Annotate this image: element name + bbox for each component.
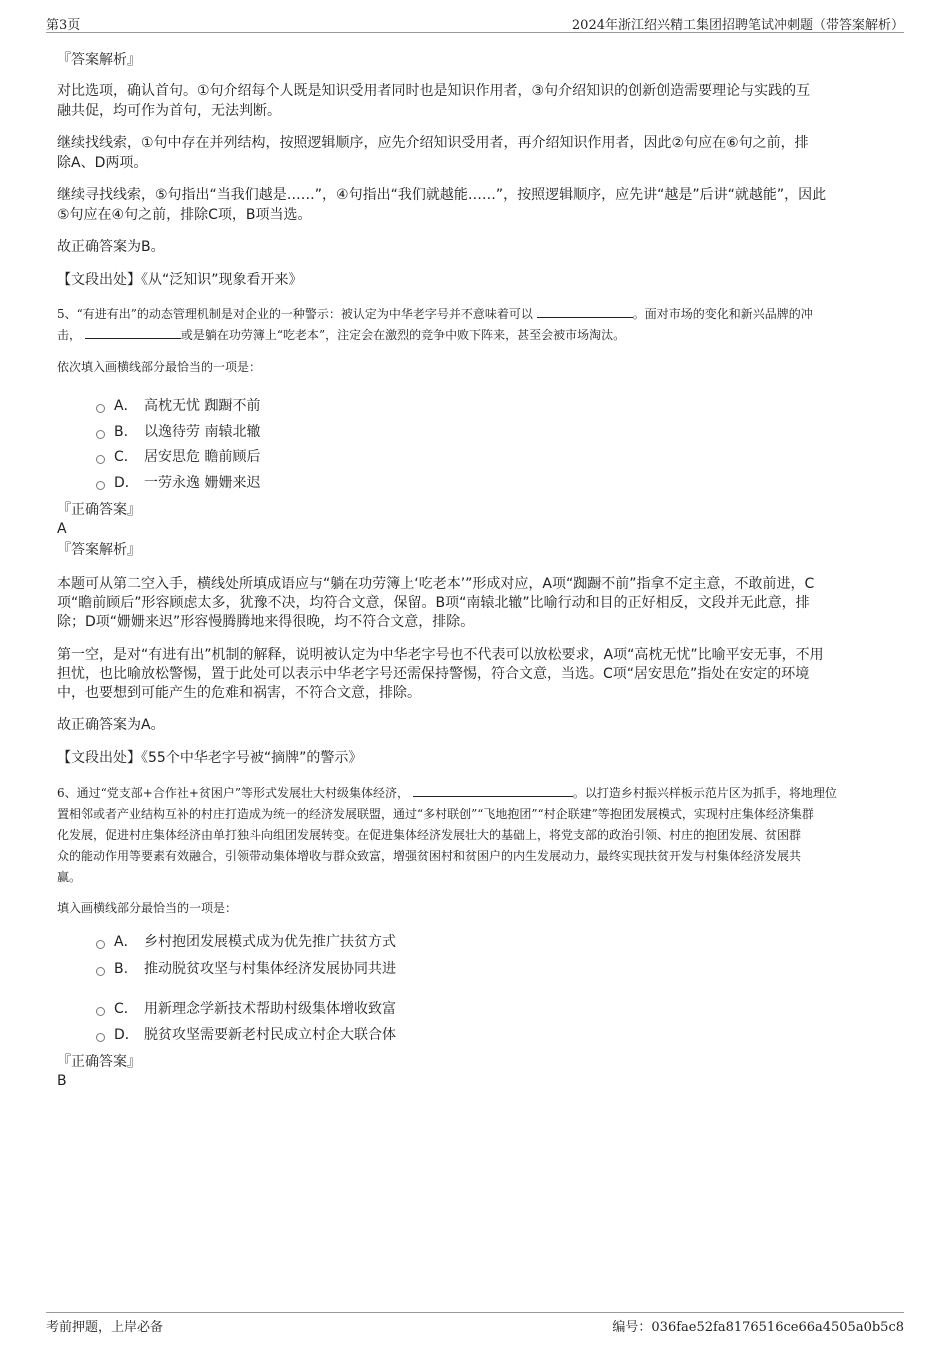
q4-analysis-p2-line2: 除A、D两项。 xyxy=(57,155,148,171)
q6-option-a[interactable]: A． 乡村抱团发展模式成为优先推广扶贫方式 xyxy=(96,932,396,952)
q6-stem-line3: 化发展，促进村庄集体经济由单打独斗向组团发展转变。在促进集体经济发展壮大的基础上，将党支部的政治引领、村庄的抱团发展、贫困群 xyxy=(57,828,802,842)
q5-option-d[interactable]: D． 一劳永逸 姗姗来迟 xyxy=(96,473,260,493)
q5-stem-line1: 5、“有进有出”的动态管理机制是对企业的一种警示：被认定为中华老字号并不意味着可以 。面对市场的变化和新兴品牌的冲 xyxy=(57,304,813,325)
q4-analysis-p1-line2: 融共促，均可作为首句，无法判断。 xyxy=(57,103,281,119)
q6-answer: B xyxy=(57,1073,67,1089)
q4-analysis-p2-line1: 继续找线索，①句中存在并列结构，按照逻辑顺序，应先介绍知识受用者，再介绍知识作用者，因此②句应在⑥句之前，排 xyxy=(57,135,809,151)
q4-conclusion: 故正确答案为B。 xyxy=(57,239,165,255)
page-header xyxy=(46,14,904,33)
document-title: 2024年浙江绍兴精工集团招聘笔试冲刺题（带答案解析） xyxy=(571,18,904,33)
q5-prompt: 依次填入画横线部分最恰当的一项是： xyxy=(57,360,262,374)
q5-analysis-p1-line1: 本题可从第二空入手，横线处所填成语应与“躺在功劳簿上‘吃老本’”形成对应，A项“踟蹰不前”指拿不定主意，不敢前进，C xyxy=(57,576,815,592)
q4-analysis-p1-line1: 对比选项，确认首句。①句介绍每个人既是知识受用者同时也是知识作用者，③句介绍知识的创新创造需要理论与实践的互 xyxy=(57,83,811,99)
q5-option-b[interactable]: B. 以逸待劳 南辕北辙 xyxy=(96,422,260,442)
radio-icon[interactable] xyxy=(96,967,105,976)
q6-stem-line4: 众的能动作用等要素有效融合，引领带动集体增收与群众致富，增强贫困村和贫困户的内生发展动力，最终实现扶贫开发与村集体经济发展共 xyxy=(57,849,802,863)
q4-analysis-p3-line1: 继续寻找线索，⑤句指出“当我们越是……”，④句指出“我们就越能……”，按照逻辑顺序，应先讲“越是”后讲“就越能”，因此 xyxy=(57,187,827,203)
q6-option-b[interactable]: B. 推动脱贫攻坚与村集体经济发展协同共进 xyxy=(96,959,396,979)
q5-analysis-p2-line3: 中，也要想到可能产生的危难和祸害，不符合文意，排除。 xyxy=(57,685,421,701)
q6-stem-line2: 置相邻或者产业结构互补的村庄打造成为统一的经济发展联盟，通过“多村联创”“飞地抱团”“村企联建”等抱团发展模式，实现村庄集体经济集群 xyxy=(57,807,814,821)
q6-answer-label: 『正确答案』 xyxy=(57,1054,141,1070)
q6-prompt: 填入画横线部分最恰当的一项是： xyxy=(57,901,238,915)
q5-analysis-p2-line2: 担忧，也比喻放松警惕，置于此处可以表示中华老字号还需保持警惕，符合文意，当选。C项“居安思危”指处在安定的环境 xyxy=(57,666,810,682)
q5-analysis-label: 『答案解析』 xyxy=(57,542,141,558)
q4-source: 【文段出处】《从“泛知识”现象看开来》 xyxy=(57,272,303,288)
radio-icon[interactable] xyxy=(96,1007,105,1016)
q5-analysis-p1-line3: 除；D项“姗姗来迟”形容慢腾腾地来得很晚，均不符合文意，排除。 xyxy=(57,614,475,630)
q6-option-d[interactable]: D． 脱贫攻坚需要新老村民成立村企大联合体 xyxy=(96,1025,396,1045)
document-code: 编号：036fae52fa8176516ce66a4505a0b5c8 xyxy=(612,1320,904,1335)
q5-stem-line2: 击， 或是躺在功劳簿上“吃老本”，注定会在激烈的竞争中败下阵来，甚至会被市场淘汰。 xyxy=(57,325,625,346)
page-footer xyxy=(46,1312,904,1335)
q5-answer: A xyxy=(57,521,67,537)
q4-analysis-p3-line2: ⑤句应在④句之前，排除C项，B项当选。 xyxy=(57,207,312,223)
q5-analysis-p2-line1: 第一空，是对“有进有出”机制的解释，说明被认定为中华老字号也不代表可以放松要求，A项“高枕无忧”比喻平安无事，不用 xyxy=(57,647,824,663)
radio-icon[interactable] xyxy=(96,481,105,490)
page-number: 第3页 xyxy=(46,18,81,33)
q5-blank-2 xyxy=(85,325,181,339)
footer-slogan: 考前押题，上岸必备 xyxy=(46,1320,164,1335)
q5-option-a[interactable]: A． 高枕无忧 踟蹰不前 xyxy=(96,396,260,416)
q5-blank-1 xyxy=(537,304,633,318)
q5-source: 【文段出处】《55个中华老字号被“摘牌”的警示》 xyxy=(57,750,363,766)
q6-stem-line1: 6、通过“党支部+合作社+贫困户”等形式发展壮大村级集体经济， 。以打造乡村振兴样板示范片区为抓手，将地理位 xyxy=(57,783,837,804)
q5-conclusion: 故正确答案为A。 xyxy=(57,717,165,733)
q6-option-c[interactable]: C． 用新理念学新技术帮助村级集体增收致富 xyxy=(96,999,396,1019)
radio-icon[interactable] xyxy=(96,940,105,949)
q6-stem-line5: 赢。 xyxy=(57,870,82,884)
q5-analysis-p1-line2: 项“瞻前顾后”形容顾虑太多，犹豫不决，均符合文意，保留。B项“南辕北辙”比喻行动和目的正好相反，文段并无此意，排 xyxy=(57,595,810,611)
radio-icon[interactable] xyxy=(96,404,105,413)
q4-analysis-label: 『答案解析』 xyxy=(57,52,141,68)
q5-answer-label: 『正确答案』 xyxy=(57,502,141,518)
radio-icon[interactable] xyxy=(96,1033,105,1042)
q6-blank xyxy=(413,783,573,797)
radio-icon[interactable] xyxy=(96,455,105,464)
radio-icon[interactable] xyxy=(96,430,105,439)
q5-option-c[interactable]: C． 居安思危 瞻前顾后 xyxy=(96,447,260,467)
